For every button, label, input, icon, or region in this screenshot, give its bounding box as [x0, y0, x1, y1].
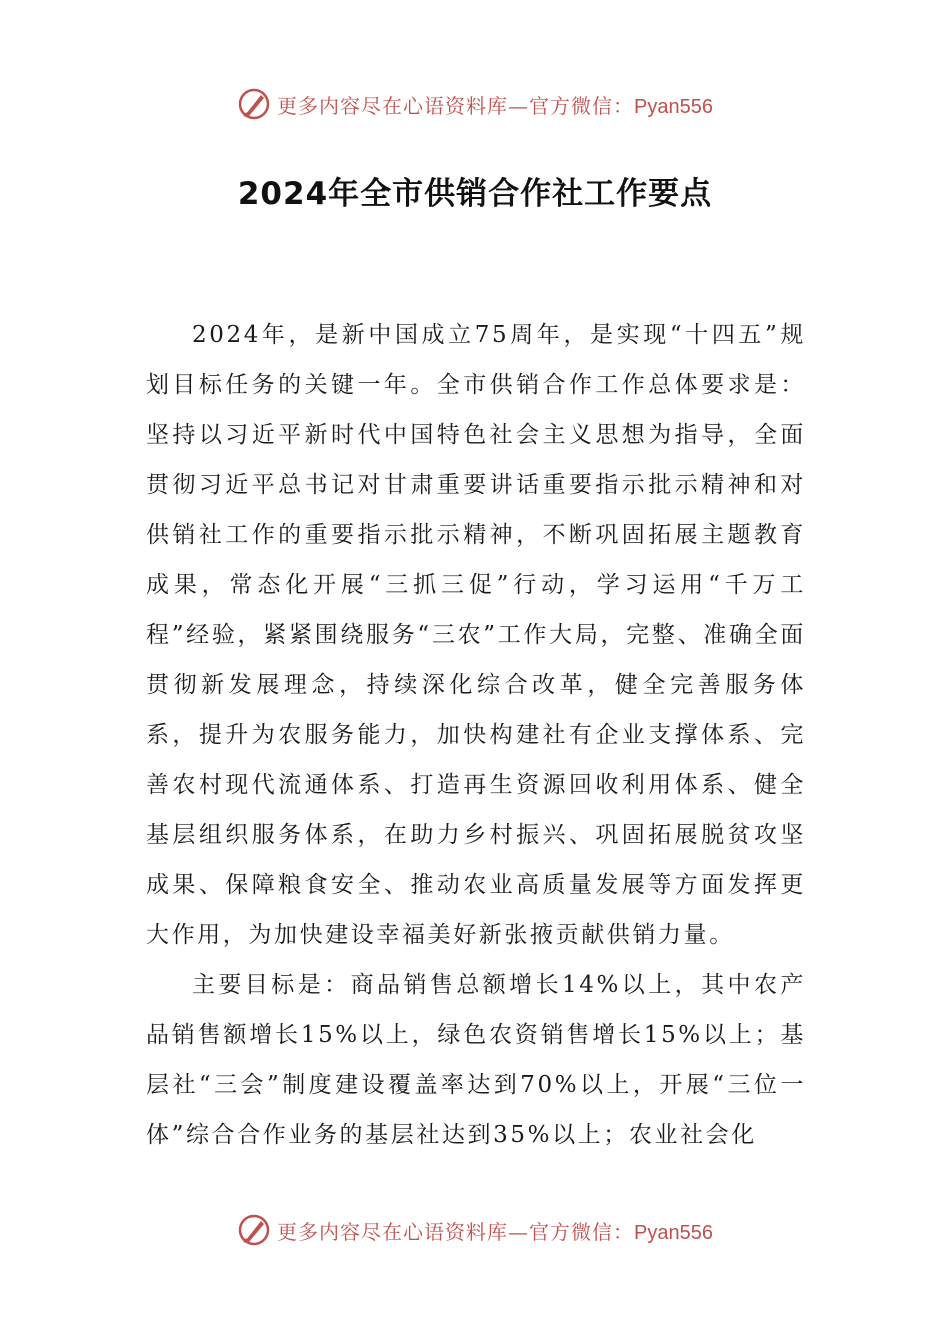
quill-logo-icon	[237, 87, 271, 121]
paragraph: 2024年，是新中国成立75周年，是实现“十四五”规划目标任务的关键一年。全市供销合作工作总体要求是：坚持以习近平新时代中国特色社会主义思想为指导，全面贯彻习近平总书记对甘肃重要讲话重要指示批示精神和对供销社工作的重要指示批示精神，不断巩固拓展主题教育成果，常态化开展“三抓三促”行动，学习运用“千万工程”经验，紧紧围绕服务“三农”工作大局，完整、准确全面贯彻新发展理念，持续深化综合改革，健全完善服务体系，提升为农服务能力，加快构建社有企业支撑体系、完善农村现代流通体系、打造再生资源回收利用体系、健全基层组织服务体系，在助力乡村振兴、巩固拓展脱贫攻坚成果、保障粮食安全、推动农业高质量发展等方面发挥更大作用，为加快建设幸福美好新张掖贡献供销力量。	[146, 322, 806, 948]
document-title: 2024年全市供销合作社工作要点	[237, 176, 713, 212]
document-body	[146, 310, 806, 1160]
wechat-handle: Pyan556	[634, 1221, 713, 1244]
wechat-handle: Pyan556	[634, 95, 713, 118]
paragraph: 主要目标是：商品销售总额增长14%以上，其中农产品销售额增长15%以上，绿色农资销售增长15%以上；基层社“三会”制度建设覆盖率达到70%以上，开展“三位一体”综合合作业务的基层社达到35%以上；农业社会化	[146, 972, 806, 1148]
header-banner-text: 更多内容尽在心语资料库—官方微信：Pyan556	[277, 93, 713, 118]
header-banner	[0, 84, 950, 124]
quill-logo-icon	[237, 1213, 271, 1247]
footer-banner-text: 更多内容尽在心语资料库—官方微信：Pyan556	[277, 1219, 713, 1244]
footer-banner	[0, 1210, 950, 1250]
